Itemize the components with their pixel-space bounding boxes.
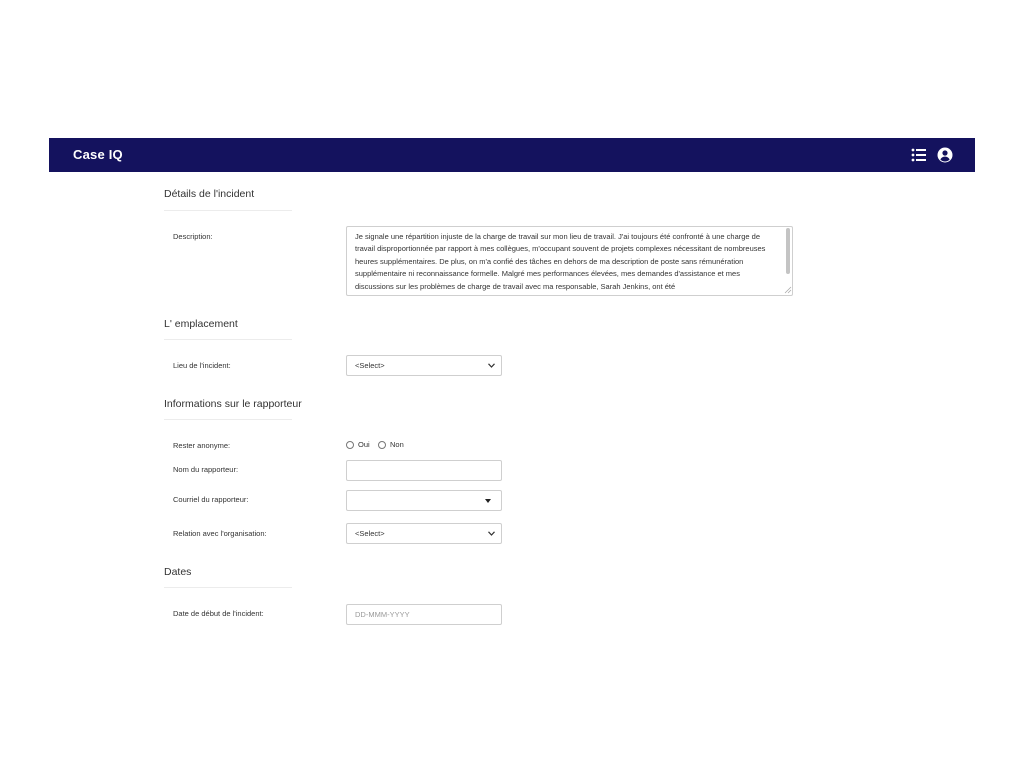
brand-logo[interactable]: Case IQ (73, 147, 123, 162)
section-divider (164, 419, 292, 420)
incident-location-label: Lieu de l'incident: (173, 361, 231, 370)
description-scrollbar[interactable] (786, 228, 790, 274)
user-icon[interactable] (937, 147, 953, 163)
section-title-location: L' emplacement (164, 318, 238, 330)
top-navbar (49, 138, 975, 172)
section-divider (164, 339, 292, 340)
reporter-email-select[interactable] (346, 490, 502, 511)
chevron-down-icon (488, 531, 495, 536)
radio-non-label[interactable]: Non (390, 440, 404, 449)
section-divider (164, 210, 292, 211)
start-date-label: Date de début de l'incident: (173, 609, 264, 618)
anonymous-label: Rester anonyme: (173, 441, 231, 450)
caret-down-icon (485, 499, 491, 503)
reporter-name-label: Nom du rapporteur: (173, 465, 239, 474)
radio-non[interactable] (378, 441, 386, 449)
relation-select[interactable] (346, 523, 502, 544)
radio-oui-label[interactable]: Oui (358, 440, 370, 449)
resize-handle-icon[interactable] (784, 286, 792, 294)
incident-location-value: <Select> (355, 361, 385, 370)
section-title-reporter: Informations sur le rapporteur (164, 398, 302, 410)
list-icon[interactable] (911, 147, 927, 163)
start-date-input[interactable]: DD-MMM-YYYY (346, 604, 502, 625)
relation-label: Relation avec l'organisation: (173, 529, 267, 538)
description-textarea[interactable]: Je signale une répartition injuste de la charge de travail sur mon lieu de travail. J'ai toujours été confronté à une charge de travail disproportionnée par rapport à mes collègues, m'occupant souvent de projets complexes nécessitant de nombreuses heures supplémentaires. De plus, on m'a confié des tâches en dehors de ma description de poste sans rémunération supplémentaire ni reconnaissance formelle. Malgré mes performances élevées, mes demandes d'assistance et mes discussions sur les problèmes de charge de travail avec ma responsable, Sarah Jenkins, ont été (346, 226, 793, 296)
radio-oui[interactable] (346, 441, 354, 449)
section-divider (164, 587, 292, 588)
section-title-incident-details: Détails de l'incident (164, 188, 255, 200)
incident-location-select[interactable] (346, 355, 502, 376)
reporter-email-label: Courriel du rapporteur: (173, 495, 249, 504)
reporter-name-input[interactable] (346, 460, 502, 481)
description-label: Description: (173, 232, 213, 241)
chevron-down-icon (488, 363, 495, 368)
section-title-dates: Dates (164, 566, 192, 578)
relation-value: <Select> (355, 529, 385, 538)
